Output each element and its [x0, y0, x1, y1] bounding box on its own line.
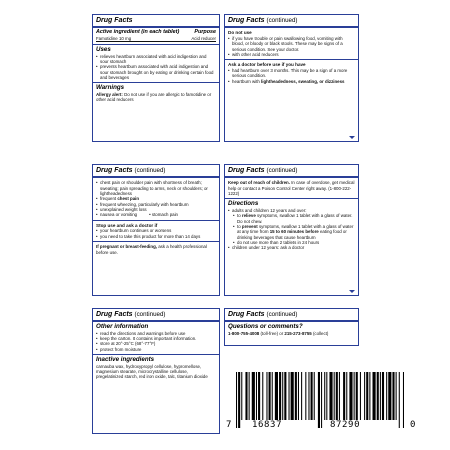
barcode-bar	[241, 372, 242, 420]
barcode-bar	[295, 372, 297, 420]
questions-heading: Questions or comments?	[228, 323, 303, 331]
barcode-bar	[298, 372, 299, 420]
barcode-bar	[364, 372, 365, 420]
list-item: • store at 20°-25°C (68°-77°F)	[96, 341, 216, 346]
barcode-group-right: 87290	[330, 420, 361, 430]
ingredient-name: Famotidine 10 mg	[96, 35, 132, 41]
divider	[93, 176, 219, 178]
drug-facts-panel-6	[224, 308, 359, 346]
drug-facts-panel-2	[224, 14, 359, 142]
drug-facts-panel-1	[92, 14, 220, 142]
barcode-bar	[343, 372, 345, 420]
barcode-bar	[258, 372, 260, 420]
divider	[93, 241, 219, 242]
barcode-bar	[373, 372, 376, 420]
do-not-use-list	[228, 36, 355, 58]
list-item: • heartburn with lightheadedness, sweating, or dizziness	[228, 79, 355, 84]
stop-use-heading: Stop use and ask a doctor if	[96, 222, 158, 228]
continue-arrow-icon	[349, 290, 355, 293]
panel-header: Drug Facts (continued)	[228, 167, 298, 174]
panel-header: Drug Facts (continued)	[228, 311, 298, 318]
drug-facts-panel-4	[224, 164, 359, 296]
barcode-bar	[311, 372, 313, 420]
drug-facts-panel-3	[92, 164, 220, 296]
warnings-heading: Warnings	[96, 84, 125, 92]
barcode-bar	[369, 372, 370, 420]
directions-heading: Directions	[228, 200, 259, 208]
keep-out-of-reach: Keep out of reach of children. In case of overdose, get medical help or contact a Poison Control Center right away. (1-800-222-1222)	[228, 180, 355, 196]
barcode-bar	[396, 372, 397, 420]
list-item: • you need to take this product for more than 14 days	[96, 234, 216, 239]
divider	[93, 220, 219, 221]
divider	[93, 82, 219, 83]
barcode-bar	[382, 372, 384, 420]
list-item: • keep the carton. It contains important information.	[96, 336, 216, 341]
divider	[225, 198, 358, 199]
list-item: • read the directions and warnings before use	[96, 331, 216, 336]
barcode-bar	[282, 372, 283, 420]
list-item: • adults and children 12 years and over:	[228, 208, 355, 213]
barcode-bar	[252, 372, 255, 420]
barcode-group-left: 16837	[252, 420, 283, 430]
divider	[93, 44, 219, 45]
ingredient-purpose: Acid reducer	[191, 35, 216, 41]
barcode-bar	[318, 372, 320, 428]
barcode-bar	[380, 372, 381, 420]
barcode-digit-left: 7	[226, 420, 233, 430]
barcode-bar	[326, 372, 327, 420]
barcode-bar	[314, 372, 315, 420]
list-item: • prevents heartburn associated with acid indigestion and sour stomach brought on by eating or drinking certain food and beverages	[96, 64, 216, 80]
barcode-bar	[291, 372, 294, 420]
barcode-bar	[346, 372, 347, 420]
barcode-bar	[289, 372, 290, 420]
barcode-bar	[324, 372, 325, 420]
active-ingredient-heading: Active ingredient (in each tablet)	[96, 29, 180, 35]
list-item: • protect from moisture	[96, 347, 216, 352]
panel-header: Drug Facts (continued)	[96, 167, 166, 174]
divider	[93, 26, 219, 28]
ask-doctor-continued-list	[96, 180, 216, 218]
list-item: • nausea or vomiting • stomach pain	[96, 212, 216, 217]
barcode-bar	[275, 372, 278, 420]
drug-facts-panel-5	[92, 308, 220, 434]
barcode-bar	[266, 372, 267, 420]
list-item: • chest pain or shoulder pain with shortness of breath; sweating; pain spreading to arms, neck or shoulders; or lightheadedness	[96, 180, 216, 196]
list-item: • relieves heartburn associated with acid indigestion and sour stomach	[96, 54, 216, 65]
barcode-bar	[308, 372, 309, 420]
list-item: • unexplained weight loss	[96, 207, 216, 212]
divider	[225, 176, 358, 178]
barcode-bar	[366, 372, 368, 420]
barcode-digit-right: 0	[410, 420, 417, 430]
list-item: • frequent wheezing, particularly with heartburn	[96, 202, 216, 207]
uses-list	[96, 54, 216, 81]
list-item: • your heartburn continues or worsens	[96, 228, 216, 233]
continue-arrow-icon	[349, 136, 355, 139]
barcode-bar	[284, 372, 286, 420]
uses-heading: Uses	[96, 46, 111, 54]
panel-header: Drug Facts	[96, 17, 133, 24]
allergy-alert: Allergy alert: Do not use if you are allergic to famotidine or other acid reducers	[96, 91, 212, 103]
stop-use-list	[96, 228, 216, 239]
barcode-bar	[403, 372, 404, 428]
barcode-bar	[279, 372, 281, 420]
divider	[93, 354, 219, 355]
list-item: • to prevent symptoms, swallow 1 tablet with a glass of water at any time from 15 to 60 minutes before eating food or drinking beverages that cause heartburn	[228, 224, 355, 240]
divider	[225, 26, 358, 28]
barcode-bar	[334, 372, 335, 420]
barcode-bar	[238, 372, 240, 428]
barcode-bar	[339, 372, 340, 420]
barcode-bar	[399, 372, 400, 428]
list-item: • children under 12 years: ask a doctor	[228, 245, 355, 250]
barcode-bar	[269, 372, 271, 420]
barcode-bar	[377, 372, 379, 420]
barcode-bar	[349, 372, 352, 420]
list-item: • to relieve symptoms, swallow 1 tablet with a glass of water. Do not chew.	[228, 213, 355, 224]
list-item: • if you have trouble or pain swallowing food, vomiting with blood, or bloody or black stools. These may be signs of a serious condition. See your doctor.	[228, 36, 355, 52]
list-item: • do not use more than 2 tablets in 24 hours	[228, 240, 355, 245]
barcode-bar	[321, 372, 322, 428]
barcode-bar	[388, 372, 391, 420]
other-information-heading: Other information	[96, 323, 149, 331]
panel-header: Drug Facts (continued)	[96, 311, 166, 318]
barcode-bar	[262, 372, 263, 420]
other-information-list	[96, 331, 216, 353]
barcode-bar	[245, 372, 247, 420]
barcode-bar	[272, 372, 273, 420]
list-item: • frequent chest pain	[96, 196, 216, 201]
divider	[225, 59, 358, 60]
barcode-bar	[360, 372, 361, 420]
barcode-bar	[356, 372, 358, 420]
purpose-heading: Purpose	[194, 29, 216, 35]
inactive-ingredients-heading: Inactive ingredients	[96, 356, 155, 364]
barcode-bar	[392, 372, 394, 420]
panel-header: Drug Facts (continued)	[228, 17, 298, 24]
barcode-bar	[236, 372, 237, 428]
ask-doctor-heading: Ask a doctor before use if you have	[228, 62, 306, 68]
barcode-bar	[301, 372, 302, 420]
divider	[93, 320, 219, 322]
list-item: • with other acid reducers	[228, 52, 355, 57]
barcode-bar	[305, 372, 306, 420]
divider	[225, 320, 358, 322]
pregnancy-warning: If pregnant or breast-feeding, ask a health professional before use.	[96, 244, 207, 255]
directions-list	[228, 208, 355, 251]
barcode-bar	[354, 372, 355, 420]
barcode-bar	[249, 372, 250, 420]
active-ingredient-row	[96, 36, 216, 42]
list-item: • had heartburn over 3 months. This may be a sign of a more serious condition.	[228, 68, 355, 79]
ask-doctor-list	[228, 68, 355, 84]
barcode-bar	[329, 372, 332, 420]
barcode-bar	[336, 372, 338, 420]
do-not-use-heading: Do not use	[228, 30, 252, 36]
contact-phone: 1-800-755-4008 (toll-free) or 215-273-8755 (collect)	[228, 330, 329, 336]
barcode-bar	[386, 372, 387, 420]
barcode-bar	[256, 372, 257, 420]
inactive-ingredients-text: carnauba wax, hydroxypropyl cellulose, hypromellose, magnesium stearate, microcrystalline cellulose, pregelatinized starch, red iron oxide, talc, titanium dioxide	[96, 363, 208, 380]
